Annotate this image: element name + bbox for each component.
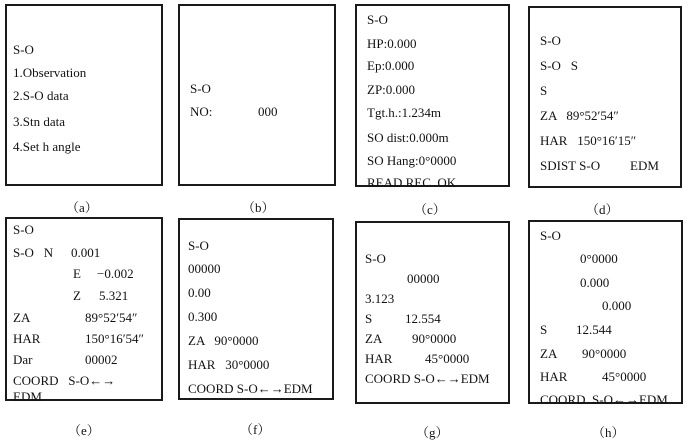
s-label: S [540, 322, 548, 337]
s-value: 12.544 [576, 322, 612, 337]
s-label: S [365, 311, 373, 326]
h-value-3: 0.000 [602, 298, 632, 313]
softkey-edm[interactable]: EDM [630, 158, 659, 173]
za-reading: ZA 90°0000 [188, 333, 259, 348]
caption-b: （b） [242, 200, 275, 215]
menu-item-so-data[interactable]: 2.S-O data [13, 88, 69, 103]
s-value: 12.554 [405, 311, 441, 326]
softkey-coord-so-edm[interactable]: COORD S-O←→EDM [188, 381, 313, 396]
softkey-edm[interactable]: EDM [13, 389, 42, 404]
g-value-2: 3.123 [365, 291, 395, 306]
har-reading: 45°0000 [425, 351, 470, 366]
menu-item-set-h-angle[interactable]: 4.Set h angle [13, 139, 81, 154]
screen-c-title: S-O [367, 12, 388, 27]
point-number-value[interactable]: 000 [258, 104, 278, 119]
screen-g [355, 221, 510, 404]
zp-field[interactable]: ZP:0.000 [367, 82, 416, 97]
caption-a: （a） [66, 200, 98, 215]
screen-a-title: S-O [13, 42, 34, 57]
so-distance-field[interactable]: SO dist:0.000m [367, 130, 449, 145]
z-label: Z [73, 288, 81, 303]
screen-d [528, 6, 682, 188]
har-reading: 45°0000 [602, 369, 647, 384]
screen-b-title: S-O [190, 81, 211, 96]
so-mode-s: S-O S [540, 58, 578, 73]
screen-g-title: S-O [365, 251, 386, 266]
za-reading: 89°52′54″ [85, 310, 138, 325]
har-label: HAR [13, 331, 41, 346]
screen-c [355, 4, 510, 190]
za-label: ZA [13, 310, 31, 325]
caption-f: （f） [240, 422, 271, 437]
hp-field[interactable]: HP:0.000 [367, 36, 417, 51]
har-reading: 150°16′54″ [85, 331, 144, 346]
har-label: HAR [365, 351, 393, 366]
so-n-value: 0.001 [71, 245, 101, 260]
screen-b [178, 4, 336, 186]
dar-label: Dar [13, 352, 33, 367]
menu-item-observation[interactable]: 1.Observation [13, 65, 87, 80]
za-label: ZA [540, 346, 558, 361]
har-label: HAR [540, 369, 568, 384]
za-reading: 90°0000 [412, 331, 457, 346]
softkey-coord-so-edm[interactable]: COORD S-O←→EDM [540, 392, 668, 407]
screen-f [178, 218, 334, 400]
caption-h: （h） [592, 425, 625, 440]
screen-f-title: S-O [188, 238, 209, 253]
point-number-label: NO: [190, 104, 213, 119]
caption-e: （e） [68, 423, 100, 438]
target-height-field[interactable]: Tgt.h.:1.234m [367, 105, 442, 120]
softkey-coord-so-edm[interactable]: COORD S-O←→EDM [365, 371, 490, 386]
menu-item-stn-data[interactable]: 3.Stn data [13, 114, 65, 129]
screen-h-title: S-O [540, 228, 561, 243]
screen-a [5, 4, 163, 186]
z-value: 5.321 [99, 288, 129, 303]
dar-value: 00002 [85, 352, 118, 367]
f-value-2: 0.00 [188, 285, 211, 300]
screen-e [5, 217, 163, 404]
caption-c: （c） [414, 202, 446, 217]
e-value: −0.002 [97, 266, 134, 281]
softkey-coord-so[interactable]: COORD S-O←→ [13, 373, 116, 388]
screen-h [528, 220, 683, 407]
screen-e-title: S-O [13, 222, 34, 237]
s-value: S [540, 83, 548, 98]
f-value-3: 0.300 [188, 309, 218, 324]
caption-g: （g） [416, 425, 449, 440]
screen-d-title: S-O [540, 33, 561, 48]
softkey-read-rec-ok[interactable]: READ REC OK [367, 175, 457, 190]
har-reading: HAR 30°0000 [188, 357, 270, 372]
so-n-label: S-O N [13, 245, 54, 260]
ep-field[interactable]: Ep:0.000 [367, 58, 415, 73]
za-reading: ZA 89°52′54″ [540, 108, 619, 123]
h-value-2: 0.000 [580, 275, 610, 290]
e-label: E [73, 266, 81, 281]
har-reading: HAR 150°16′15″ [540, 133, 637, 148]
f-value-1: 00000 [188, 261, 221, 276]
g-value-1: 00000 [407, 271, 440, 286]
za-reading: 90°0000 [582, 346, 627, 361]
softkey-sdist-so[interactable]: SDIST S-O [540, 158, 601, 173]
za-label: ZA [365, 331, 383, 346]
so-hangle-field[interactable]: SO Hang:0°0000 [367, 153, 457, 168]
caption-d: （d） [586, 202, 619, 217]
h-value-1: 0°0000 [580, 251, 618, 266]
